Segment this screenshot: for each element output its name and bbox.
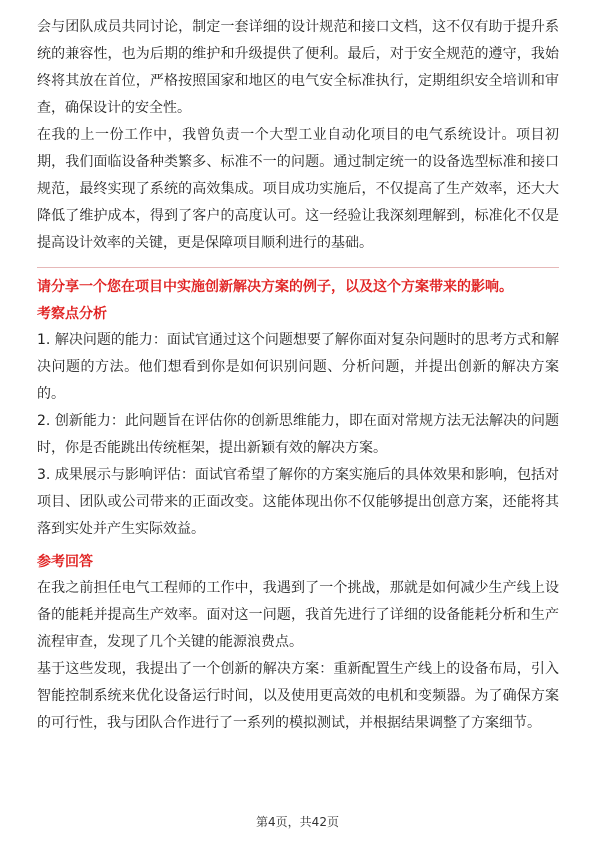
page-content (37, 14, 559, 737)
answer-paragraph-2: 基于这些发现，我提出了一个创新的解决方案：重新配置生产线上的设备布局，引入智能控制系统来优化设备运行时间，以及使用更高效的电机和变频器。为了确保方案的可行性，我与团队合作进行了一系列的模拟测试，并根据结果调整了方案细节。 (37, 661, 559, 731)
interview-question: 请分享一个您在项目中实施创新解决方案的例子，以及这个方案带来的影响。 (37, 279, 513, 295)
analysis-item-2: 2. 创新能力：此问题旨在评估你的创新思维能力，即在面对常规方法无法解决的问题时，你是否能跳出传统框架，提出新颖有效的解决方案。 (37, 413, 559, 456)
section-divider (37, 267, 559, 268)
answer-paragraph-1: 在我之前担任电气工程师的工作中，我遇到了一个挑战，那就是如何减少生产线上设备的能耗并提高生产效率。面对这一问题，我首先进行了详细的设备能耗分析和生产流程审查，发现了几个关键的能源浪费点。 (37, 580, 559, 650)
intro-paragraph-1: 会与团队成员共同讨论，制定一套详细的设计规范和接口文档，这不仅有助于提升系统的兼容性，也为后期的维护和升级提供了便利。最后，对于安全规范的遵守，我始终将其放在首位，严格按照国家和地区的电气安全标准执行，定期组织安全培训和审查，确保设计的安全性。 (37, 19, 559, 116)
intro-paragraph-2: 在我的上一份工作中，我曾负责一个大型工业自动化项目的电气系统设计。项目初期，我们面临设备种类繁多、标准不一的问题。通过制定统一的设备选型标准和接口规范，最终实现了系统的高效集成。项目成功实施后，不仅提高了生产效率，还大大降低了维护成本，得到了客户的高度认可。这一经验让我深刻理解到，标准化不仅是提高设计效率的关键，更是保障项目顺利进行的基础。 (37, 127, 559, 251)
analysis-item-3: 3. 成果展示与影响评估：面试官希望了解你的方案实施后的具体效果和影响，包括对项目、团队或公司带来的正面改变。这能体现出你不仅能够提出创意方案，还能将其落到实处并产生实际效益。 (37, 467, 559, 537)
analysis-item-1: 1. 解决问题的能力：面试官通过这个问题想要了解你面对复杂问题时的思考方式和解决问题的方法。他们想看到你是如何识别问题、分析问题，并提出创新的解决方案的。 (37, 332, 559, 402)
analysis-heading: 考察点分析 (37, 306, 107, 322)
answer-heading: 参考回答 (37, 554, 93, 570)
page-number: 第4页，共42页 (256, 815, 339, 829)
